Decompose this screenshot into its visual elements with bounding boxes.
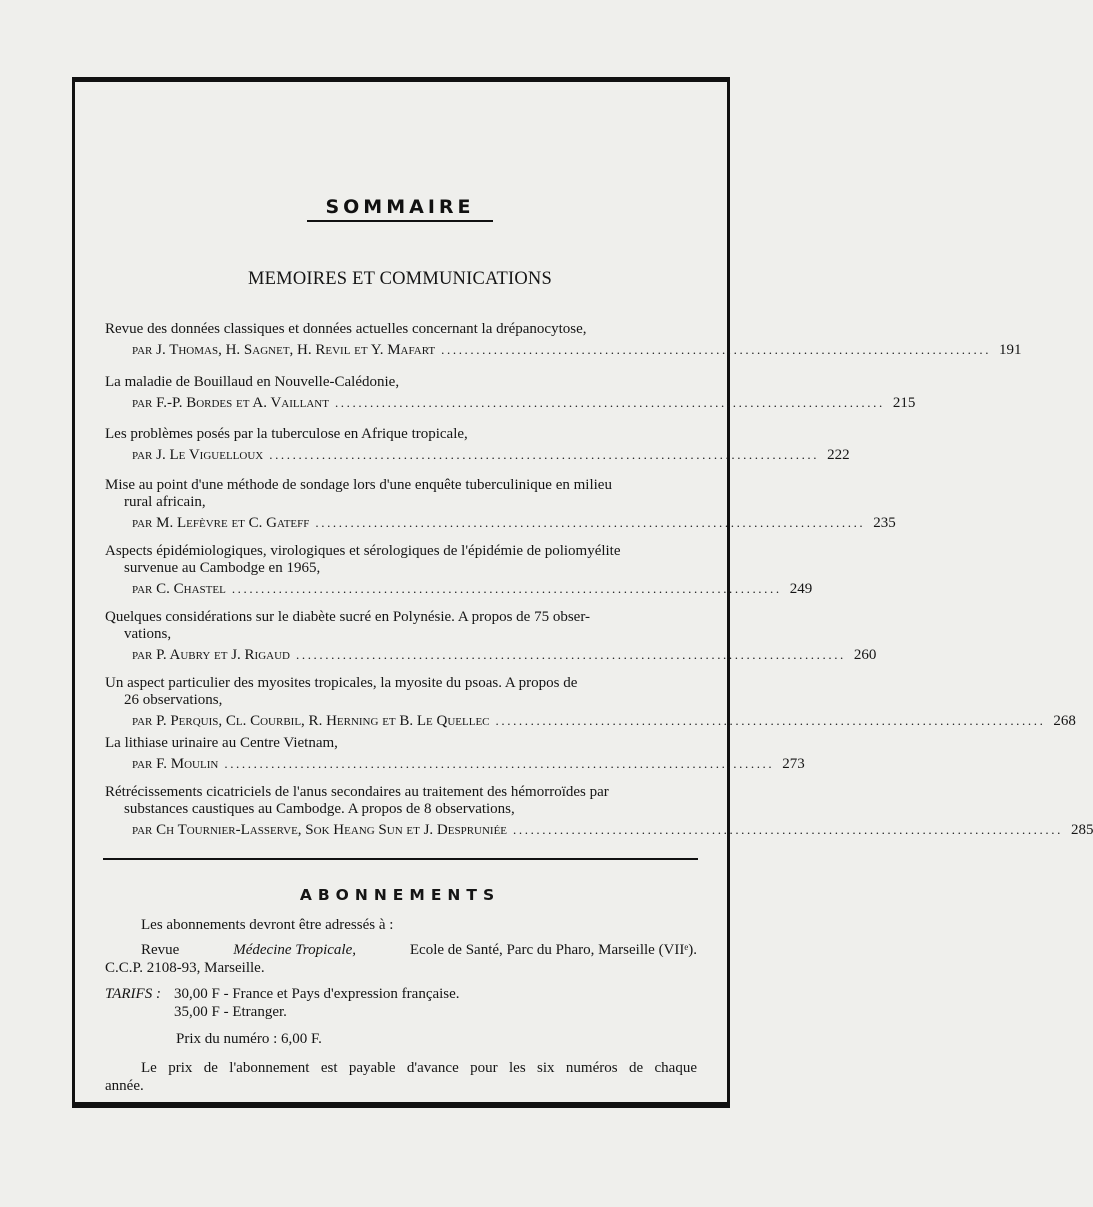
entry-title-continued: substances caustiques au Cambodge. A propos de 8 observations,	[124, 801, 515, 817]
entry-authors: par J. Le Viguelloux	[132, 447, 264, 463]
leader-dots: ..............................................................................................	[334, 395, 885, 410]
entry-title-continued: 26 observations,	[124, 692, 223, 708]
abonnements-heading: ABONNEMENTS	[299, 886, 501, 904]
entry-title: Aspects épidémiologiques, virologiques et sérologiques de l'épidémie de poliomyélite	[105, 543, 621, 559]
entry-authors: par P. Perquis, Cl. Courbil, R. Herning et B. Le Quellec	[132, 713, 490, 729]
entry-byline	[105, 712, 1076, 730]
entry-page: 215	[892, 395, 916, 411]
sommaire-underline	[307, 220, 493, 222]
entry-byline	[105, 580, 813, 598]
entry-page: 260	[853, 647, 877, 663]
toc-entry[interactable]	[105, 784, 1093, 839]
entry-page: 273	[782, 756, 805, 772]
entry-byline	[105, 341, 1022, 359]
leader-dots: ..............................................................................................	[513, 822, 1063, 837]
section-divider	[103, 858, 698, 860]
abonnements-intro: Les abonnements devront être adressés à :	[141, 917, 394, 933]
section-title: MEMOIRES ET COMMUNICATIONS	[248, 269, 552, 289]
entry-byline	[105, 446, 850, 464]
tarif-etranger: 35,00 F - Etranger.	[174, 1004, 287, 1020]
entry-title: La maladie de Bouillaud en Nouvelle-Calédonie,	[105, 374, 400, 390]
entry-title: Rétrécissements cicatriciels de l'anus secondaires au traitement des hémorroïdes par	[105, 784, 609, 800]
entry-authors: par F.-P. Bordes et A. Vaillant	[132, 395, 329, 411]
toc-entry[interactable]	[105, 374, 916, 412]
entry-title-continued: survenue au Cambodge en 1965,	[124, 560, 321, 576]
tarifs-label: TARIFS :	[105, 986, 161, 1002]
note-line: Le prix de l'abonnement est payable d'avance pour les six numéros de chaque	[141, 1060, 697, 1076]
entry-authors: par M. Lefèvre et C. Gateff	[132, 515, 310, 531]
entry-authors: par C. Chastel	[132, 581, 226, 597]
entry-title: Quelques considérations sur le diabète sucré en Polynésie. A propos de 75 obser-	[105, 609, 591, 625]
entry-title: Les problèmes posés par la tuberculose en Afrique tropicale,	[105, 426, 468, 442]
entry-title-continued: rural africain,	[124, 494, 206, 510]
leader-dots: ..............................................................................................	[296, 647, 846, 662]
toc-entry[interactable]	[105, 543, 813, 598]
entry-authors: par P. Aubry et J. Rigaud	[132, 647, 290, 663]
revue-name: Médecine Tropicale,	[233, 942, 356, 958]
entry-byline	[105, 514, 896, 532]
abonnements-note	[105, 1059, 697, 1095]
toc-entry[interactable]	[105, 426, 850, 464]
entry-page: 222	[827, 447, 850, 463]
entry-byline	[105, 821, 1093, 839]
entry-title: Revue des données classiques et données actuelles concernant la drépanocytose,	[105, 321, 587, 337]
entry-page: 249	[789, 581, 813, 597]
leader-dots: ..............................................................................................	[315, 515, 866, 530]
entry-title: Mise au point d'une méthode de sondage lors d'une enquête tuberculinique en milieu	[105, 477, 612, 493]
sommaire-heading: SOMMAIRE	[325, 196, 475, 218]
leader-dots: ..............................................................................................	[224, 756, 775, 771]
prix-numero: Prix du numéro : 6,00 F.	[176, 1031, 322, 1047]
entry-page: 285	[1070, 822, 1093, 838]
entry-authors: par J. Thomas, H. Sagnet, H. Revil et Y. Mafart	[132, 342, 436, 358]
entry-authors: par F. Moulin	[132, 756, 219, 772]
address-line	[105, 941, 697, 959]
note-line-end: année.	[105, 1078, 144, 1094]
entry-page: 235	[873, 515, 896, 531]
ccp-line: C.C.P. 2108-93, Marseille.	[105, 960, 265, 976]
entry-page: 268	[1053, 713, 1076, 729]
entry-authors: par Ch Tournier-Lasserve, Sok Heang Sun et J. Despruniée	[132, 822, 508, 838]
toc-entry[interactable]	[105, 609, 877, 664]
entry-page: 191	[999, 342, 1022, 358]
leader-dots: ..............................................................................................	[269, 447, 820, 462]
revue-label: Revue	[141, 942, 180, 958]
abonnements-address	[105, 941, 697, 977]
entry-byline	[105, 755, 805, 773]
toc-entry[interactable]	[105, 321, 1022, 359]
leader-dots: ..............................................................................................	[441, 342, 992, 357]
leader-dots: ..............................................................................................	[231, 581, 782, 596]
leader-dots: ..............................................................................................	[495, 713, 1046, 728]
toc-entry[interactable]	[105, 675, 1076, 730]
toc-entry[interactable]	[105, 735, 805, 773]
entry-title-continued: vations,	[124, 626, 172, 642]
entry-title: Un aspect particulier des myosites tropicales, la myosite du psoas. A propos de	[105, 675, 578, 691]
entry-title: La lithiase urinaire au Centre Vietnam,	[105, 735, 338, 751]
tarif-france: 30,00 F - France et Pays d'expression française.	[174, 986, 460, 1002]
toc-entry[interactable]	[105, 477, 896, 532]
entry-byline	[105, 646, 877, 664]
entry-byline	[105, 394, 916, 412]
revue-address: Ecole de Santé, Parc du Pharo, Marseille (VIIᵉ).	[409, 942, 697, 958]
